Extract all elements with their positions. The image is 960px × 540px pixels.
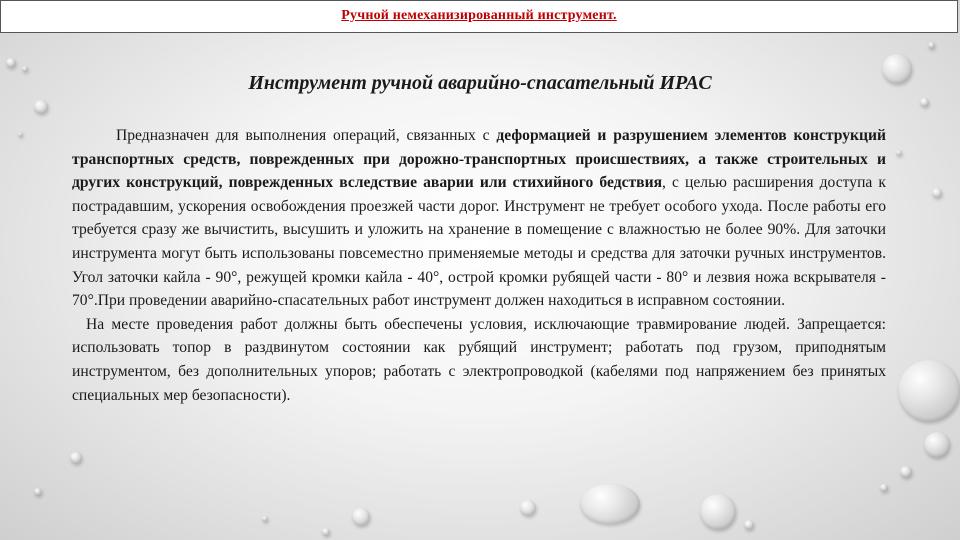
water-drop-decoration xyxy=(34,100,48,114)
water-drop-decoration xyxy=(18,132,23,137)
paragraph-purpose-rest: , с целью расширения доступа к пострадавшим, ускорения освобождения проезжей части дорог. Инструмент не требует особого ухода. После работы его требуется сразу же вычистить, высушить и уложить на хранение в помещение с влажностью не более 90%. Для заточки инструмента могут быть использованы повсеместно применяемые методы и средства для заточки ручных инструментов. Угол заточки кайла - 90°, режущей кромки кайла - 40°, острой кромки рубящей части - 80° и лезвия ножа вскрывателя - 70°.При проведении аварийно-спасательных работ инструмент должен находиться в исправном состоянии. xyxy=(72,174,887,310)
paragraph-purpose-lead: Предназначен для выполнения операций, связанных с xyxy=(116,127,497,144)
water-drop-decoration xyxy=(896,150,902,156)
water-drop-decoration xyxy=(520,500,536,516)
water-drop-decoration xyxy=(744,520,754,530)
paragraph-purpose xyxy=(72,124,886,313)
header-bar xyxy=(0,0,958,33)
header-title: Ручной немеханизированный инструмент. xyxy=(341,8,617,23)
paragraph-purpose-emphasis: деформацией и разрушением элементов конструкций транспортных средств, поврежденных при дорожно-транспортных происшествиях, а также строительных и других конструкций, поврежденных вследствие аварии или стихийного бедствия xyxy=(72,127,886,192)
water-drop-decoration xyxy=(898,360,960,422)
water-drop-decoration xyxy=(6,58,16,68)
water-drop-decoration xyxy=(924,432,950,458)
paragraph-safety: На месте проведения работ должны быть обеспечены условия, исключающие травмирование людей. Запрещается: использовать топор в раздвинутом состоянии как рубящий инструмент; работать под грузом, приподнятым инструментом, без дополнительных упоров; работать с электропроводкой (кабелями под напряжением без принятых специальных мер безопасности). xyxy=(72,315,886,404)
water-drop-decoration xyxy=(352,508,370,526)
water-drop-decoration xyxy=(322,528,330,536)
water-drop-decoration xyxy=(920,98,929,107)
document-title: Инструмент ручной аварийно-спасательный ИРАС xyxy=(248,72,712,94)
water-drop-decoration xyxy=(900,466,912,478)
water-drop-decoration xyxy=(70,452,82,464)
water-drop-decoration xyxy=(580,484,640,524)
water-drop-decoration xyxy=(928,42,935,49)
water-drop-decoration xyxy=(34,488,42,496)
water-drop-decoration xyxy=(262,516,268,522)
water-drop-decoration xyxy=(700,494,736,530)
water-drop-decoration xyxy=(932,188,942,198)
document-body xyxy=(72,124,886,407)
water-drop-decoration xyxy=(880,484,888,492)
